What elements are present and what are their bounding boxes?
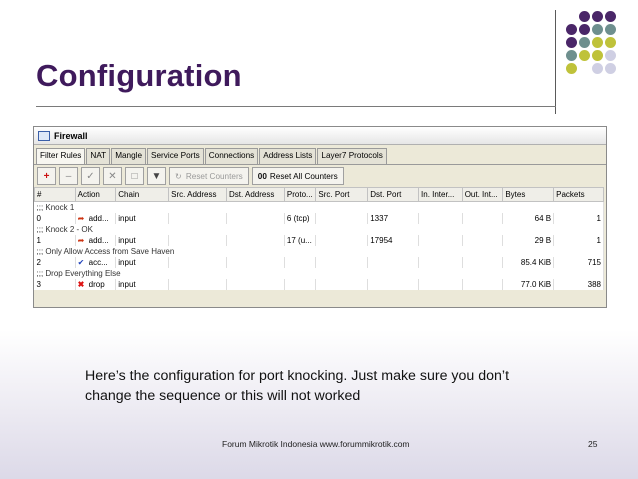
table-header-row bbox=[35, 188, 604, 202]
body-line-1: Here’s the configuration for port knocking. Just make sure you don’t bbox=[85, 368, 510, 384]
rule-src-address bbox=[169, 235, 227, 246]
decorative-dot bbox=[592, 50, 603, 61]
tab-service-ports[interactable]: Service Ports bbox=[147, 148, 204, 164]
rule-out-interface bbox=[462, 279, 503, 290]
decorative-vertical-rule bbox=[555, 10, 556, 114]
add-button[interactable] bbox=[37, 167, 56, 185]
rule-src-address bbox=[169, 213, 227, 224]
toolbar bbox=[34, 165, 606, 187]
rule-comment: ;;; Only Allow Access from Save Haven bbox=[35, 246, 604, 257]
remove-button[interactable] bbox=[59, 167, 78, 185]
comment-row[interactable] bbox=[35, 202, 604, 214]
tab-connections[interactable]: Connections bbox=[205, 148, 259, 164]
table-row[interactable] bbox=[35, 257, 604, 268]
rule-packets: 388 bbox=[554, 279, 604, 290]
rule-dst-port bbox=[368, 279, 419, 290]
tab-mangle[interactable]: Mangle bbox=[111, 148, 146, 164]
column-header-dst-address[interactable]: Dst. Address bbox=[227, 188, 285, 202]
rule-chain: input bbox=[116, 235, 169, 246]
window-title: Firewall bbox=[54, 130, 88, 141]
decorative-dot bbox=[579, 24, 590, 35]
column-header-action[interactable]: Action bbox=[75, 188, 116, 202]
rule-in-interface bbox=[419, 213, 463, 224]
decorative-dot bbox=[605, 11, 616, 22]
rule-in-interface bbox=[419, 257, 463, 268]
add-icon: ➦ bbox=[77, 214, 85, 223]
decorative-dot bbox=[579, 50, 590, 61]
rule-comment: ;;; Drop Everything Else bbox=[35, 268, 604, 279]
rule-number: 1 bbox=[35, 235, 76, 246]
rule-chain: input bbox=[116, 213, 169, 224]
minus-icon: – bbox=[65, 170, 72, 182]
column-header-out-interface[interactable]: Out. Int... bbox=[462, 188, 503, 202]
comment-row[interactable] bbox=[35, 246, 604, 257]
counter-reset-icon: 00 bbox=[257, 171, 267, 181]
window-icon bbox=[38, 131, 50, 141]
rule-out-interface bbox=[462, 257, 503, 268]
rule-in-interface bbox=[419, 235, 463, 246]
rule-packets: 1 bbox=[554, 235, 604, 246]
rule-src-port bbox=[316, 257, 368, 268]
rule-number: 3 bbox=[35, 279, 76, 290]
rule-action bbox=[75, 257, 116, 268]
rule-dst-address bbox=[227, 235, 285, 246]
rule-packets: 715 bbox=[554, 257, 604, 268]
rule-action bbox=[75, 279, 116, 290]
firewall-window bbox=[33, 126, 607, 308]
decorative-dot bbox=[579, 11, 590, 22]
rule-protocol bbox=[284, 257, 315, 268]
title-underline bbox=[36, 106, 556, 107]
rule-action-label: add... bbox=[88, 236, 109, 245]
rule-protocol: 17 (u... bbox=[284, 235, 315, 246]
rule-action bbox=[75, 235, 116, 246]
rule-src-address bbox=[169, 257, 227, 268]
column-header-dst-port[interactable]: Dst. Port bbox=[368, 188, 419, 202]
decorative-dot bbox=[592, 24, 603, 35]
accept-icon: ✔ bbox=[77, 258, 85, 267]
check-icon: ✓ bbox=[86, 170, 95, 182]
slide-body-text bbox=[85, 366, 585, 406]
decorative-dot bbox=[605, 50, 616, 61]
reset-icon: ↻ bbox=[175, 172, 182, 181]
tab-nat[interactable]: NAT bbox=[86, 148, 110, 164]
rule-dst-address bbox=[227, 257, 285, 268]
tab-bar bbox=[34, 148, 606, 165]
decorative-dot bbox=[566, 37, 577, 48]
tab-address-lists[interactable]: Address Lists bbox=[259, 148, 316, 164]
add-icon: ➦ bbox=[77, 236, 85, 245]
rule-bytes: 77.0 KiB bbox=[503, 279, 554, 290]
rule-number: 0 bbox=[35, 213, 76, 224]
comment-row[interactable] bbox=[35, 268, 604, 279]
decorative-dot bbox=[579, 37, 590, 48]
rule-comment: ;;; Knock 2 - OK bbox=[35, 224, 604, 235]
column-header-bytes[interactable]: Bytes bbox=[503, 188, 554, 202]
column-header-number[interactable]: # bbox=[35, 188, 76, 202]
rule-dst-address bbox=[227, 213, 285, 224]
rule-src-port bbox=[316, 213, 368, 224]
decorative-dot bbox=[566, 50, 577, 61]
rule-packets: 1 bbox=[554, 213, 604, 224]
decorative-dot bbox=[566, 63, 577, 74]
rule-in-interface bbox=[419, 279, 463, 290]
rule-chain: input bbox=[116, 279, 169, 290]
rule-out-interface bbox=[462, 213, 503, 224]
rule-action bbox=[75, 213, 116, 224]
column-header-src-port[interactable]: Src. Port bbox=[316, 188, 368, 202]
rule-bytes: 85.4 KiB bbox=[503, 257, 554, 268]
decorative-dot bbox=[566, 24, 577, 35]
reset-all-counters-label: Reset All Counters bbox=[269, 171, 338, 181]
rule-dst-port: 17954 bbox=[368, 235, 419, 246]
rule-dst-port bbox=[368, 257, 419, 268]
decorative-dot bbox=[592, 11, 603, 22]
comment-row[interactable] bbox=[35, 224, 604, 235]
column-header-in-interface[interactable]: In. Inter... bbox=[419, 188, 463, 202]
rule-action-label: add... bbox=[88, 214, 109, 223]
reset-counters-button[interactable] bbox=[169, 167, 249, 185]
page-number: 25 bbox=[588, 439, 598, 449]
disable-button[interactable] bbox=[103, 167, 122, 185]
slide-title: Configuration bbox=[36, 58, 242, 93]
column-header-chain[interactable]: Chain bbox=[116, 188, 169, 202]
filter-button[interactable] bbox=[147, 167, 166, 185]
filter-rules-table bbox=[34, 187, 604, 290]
reset-all-counters-button[interactable] bbox=[252, 167, 344, 185]
tab-filter-rules[interactable]: Filter Rules bbox=[36, 148, 85, 164]
tab-layer7-protocols[interactable]: Layer7 Protocols bbox=[317, 148, 386, 164]
rule-protocol bbox=[284, 279, 315, 290]
column-header-packets[interactable]: Packets bbox=[554, 188, 604, 202]
enable-button[interactable] bbox=[81, 167, 100, 185]
window-titlebar[interactable] bbox=[34, 127, 606, 145]
rule-action-label: acc... bbox=[88, 258, 108, 267]
rule-comment: ;;; Knock 1 bbox=[35, 202, 604, 214]
rule-protocol: 6 (tcp) bbox=[284, 213, 315, 224]
drop-icon: ✖ bbox=[77, 280, 85, 289]
rule-bytes: 64 B bbox=[503, 213, 554, 224]
rule-action-label: drop bbox=[88, 280, 105, 289]
comment-button[interactable] bbox=[125, 167, 144, 185]
rule-out-interface bbox=[462, 235, 503, 246]
body-line-2: change the sequence or this will not worked bbox=[85, 388, 361, 404]
table-row[interactable] bbox=[35, 279, 604, 290]
rule-number: 2 bbox=[35, 257, 76, 268]
x-icon: ✕ bbox=[108, 170, 117, 182]
note-icon: □ bbox=[131, 170, 138, 182]
column-header-protocol[interactable]: Proto... bbox=[284, 188, 315, 202]
decorative-dot bbox=[605, 63, 616, 74]
rule-src-address bbox=[169, 279, 227, 290]
reset-counters-label: Reset Counters bbox=[185, 171, 243, 181]
rule-dst-port: 1337 bbox=[368, 213, 419, 224]
decorative-dot bbox=[605, 37, 616, 48]
decorative-dot bbox=[592, 37, 603, 48]
rule-src-port bbox=[316, 235, 368, 246]
decorative-dot bbox=[605, 24, 616, 35]
rule-src-port bbox=[316, 279, 368, 290]
rule-bytes: 29 B bbox=[503, 235, 554, 246]
slide-footer: Forum Mikrotik Indonesia www.forummikrotik.com bbox=[222, 439, 410, 449]
rule-dst-address bbox=[227, 279, 285, 290]
plus-icon: + bbox=[43, 170, 50, 182]
table-row[interactable] bbox=[35, 213, 604, 224]
rule-chain: input bbox=[116, 257, 169, 268]
column-header-src-address[interactable]: Src. Address bbox=[169, 188, 227, 202]
table-row[interactable] bbox=[35, 235, 604, 246]
funnel-icon: ▼ bbox=[151, 170, 162, 182]
decorative-dot bbox=[592, 63, 603, 74]
